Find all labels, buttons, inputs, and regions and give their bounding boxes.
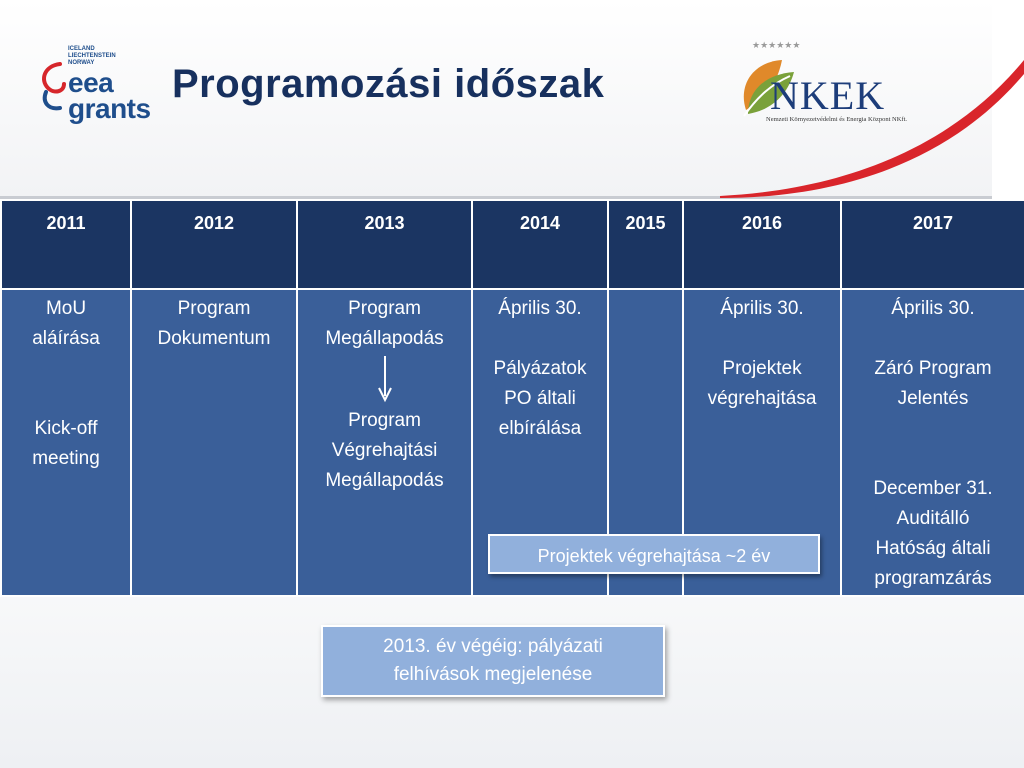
nkek-word: NKEK [770, 73, 886, 118]
cell-text: Program [177, 298, 251, 319]
implementation-duration-callout: Projektek végrehajtása ~2 év [488, 534, 820, 574]
cell-text: PO általi [504, 388, 576, 409]
eea-line-1: ICELAND [68, 46, 95, 52]
cell-2017 [841, 289, 1024, 596]
cell-text: Április 30. [720, 298, 804, 319]
cell-text: aláírása [32, 328, 100, 349]
callout-line: 2013. év végéig: pályázati [383, 636, 603, 657]
nkek-stars-icon: ★★★★★★ [752, 40, 801, 50]
cell-spacer [474, 324, 606, 354]
cell-2012 [131, 289, 297, 596]
cell-spacer [843, 324, 1023, 354]
cell-text: Hatóság általi [875, 538, 991, 559]
cell-text: Jelentés [897, 388, 969, 409]
eea-word: eea [68, 67, 114, 98]
arrow-down-icon [299, 354, 470, 406]
cell-text: Április 30. [498, 298, 582, 319]
timeline-header-row [1, 200, 1024, 289]
cell-text: végrehajtása [707, 388, 817, 409]
callout-line: felhívások megjelenése [393, 664, 593, 685]
cell-text: elbírálása [498, 418, 582, 439]
cell-text: Program [348, 410, 421, 431]
cell-text: Kick-off [34, 418, 98, 439]
eea-line-3: NORWAY [68, 60, 95, 66]
cell-text: Megállapodás [325, 470, 444, 491]
cell-2011 [1, 289, 131, 596]
cell-spacer [3, 354, 129, 414]
cell-text: MoU [45, 298, 87, 319]
year-2015-header: 2015 [608, 200, 683, 289]
eea-swirl-icon [38, 58, 68, 114]
page-title: Programozási időszak [172, 62, 605, 106]
cell-text: Záró Program [874, 358, 992, 379]
year-2013-header: 2013 [297, 200, 472, 289]
year-2016-header: 2016 [683, 200, 841, 289]
cell-spacer [843, 414, 1023, 474]
cell-text: Április 30. [891, 298, 975, 319]
cell-text: programzárás [874, 568, 992, 589]
cell-text: Dokumentum [157, 328, 271, 349]
cell-text: Program [348, 298, 421, 319]
nkek-logo [738, 40, 928, 132]
cell-spacer [685, 324, 839, 354]
cell-text: Pályázatok [493, 358, 587, 379]
year-2014-header: 2014 [472, 200, 608, 289]
calls-for-proposals-callout [321, 625, 665, 697]
year-2017-header: 2017 [841, 200, 1024, 289]
grants-word: grants [68, 93, 151, 124]
year-2011-header: 2011 [1, 200, 131, 289]
cell-text: Megállapodás [325, 328, 444, 349]
eea-grants-logo [38, 44, 154, 130]
year-2012-header: 2012 [131, 200, 297, 289]
cell-2013 [297, 289, 472, 596]
nkek-subtitle: Nemzeti Környezetvédelmi és Energia Központ NKft. [766, 116, 908, 123]
eea-line-2: LIECHTENSTEIN [68, 53, 116, 59]
cell-text: Végrehajtási [331, 440, 438, 461]
cell-text: meeting [32, 448, 100, 469]
cell-text: December 31. [873, 478, 993, 499]
cell-text: Auditálló [896, 508, 970, 529]
cell-text: Projektek [722, 358, 802, 379]
